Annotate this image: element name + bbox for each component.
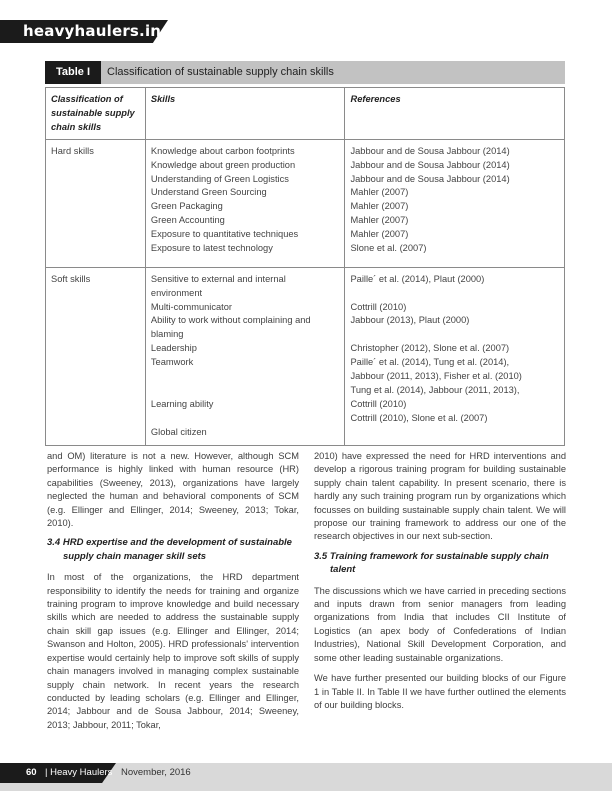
- skills-table: [45, 87, 565, 446]
- spacer: [151, 412, 340, 426]
- left-text-column: [47, 450, 299, 739]
- right-intro-paragraph: 2010) have expressed the need for HRD interventions and develop a rigorous training program for building sustainable supply chain talent capability. In present scenario, there is hardly any such training program run by organizations which focusses on building sustainable supply chain talent. We will propose our training framework to address our one of the research objectives in our next sub-section.: [314, 451, 566, 542]
- skill-item: Understand Green Sourcing: [150, 187, 267, 198]
- section-heading-3-4: [47, 536, 299, 563]
- skill-item: environment: [150, 287, 203, 298]
- left-body-paragraph: In most of the organizations, the HRD department responsibility to identify the needs for training and organize training program to improve knowledge and build necessary skills which are needed to address the sustainable supply chain skill gap issues (e.g. Ellinger and Ellinger, 2014; Swanson and Holton, 2005). HRD professionals' intervention expertise would certainly help to improve soft skills of supply chain managers involved in managing complex sustainable supply chain network. In recent years the research conducted by leading scholars (e.g. Ellinger and Ellinger, 2014; Jabbour and de Sousa Jabbour, 2014; Sweeney, 2013; Jabbour, 2011; Tokar,: [47, 572, 299, 730]
- spacer: [350, 328, 559, 342]
- reference-item: Paille´ et al. (2014), Plaut (2000): [350, 273, 485, 284]
- soft-skills-list: [145, 267, 345, 445]
- section-heading-line: 3.4 HRD expertise and the development of sustainable: [47, 537, 292, 549]
- issue-date: November, 2016: [121, 767, 191, 778]
- skill-item: Exposure to latest technology: [150, 243, 273, 254]
- skill-item: Knowledge about carbon footprints: [150, 145, 295, 156]
- table-label: Table I: [45, 61, 101, 84]
- reference-item: Mahler (2007): [350, 215, 409, 226]
- brand-logo-text: heavyhaulers.in: [23, 22, 162, 40]
- right-paragraph-2: We have further presented our building blocks of our Figure 1 in Table II. In Table II we have further outlined the elements of our building blocks.: [314, 673, 566, 710]
- table-row-soft-skills: [46, 267, 565, 445]
- table-title-bar: [45, 61, 565, 84]
- skill-item: Green Accounting: [150, 215, 225, 226]
- reference-item: Mahler (2007): [350, 187, 409, 198]
- reference-item: Tung et al. (2014), Jabbour (2011, 2013),: [350, 384, 520, 395]
- reference-item: Christopher (2012), Slone et al. (2007): [350, 343, 510, 354]
- skill-item: blaming: [150, 329, 184, 340]
- reference-item: Mahler (2007): [350, 229, 409, 240]
- reference-item: Slone et al. (2007): [350, 243, 427, 254]
- reference-item: Jabbour (2011, 2013), Fisher et al. (2010): [350, 371, 522, 382]
- skill-item: Global citizen: [150, 426, 207, 437]
- table-header-row: [46, 88, 565, 140]
- reference-item: Jabbour and de Sousa Jabbour (2014): [350, 159, 510, 170]
- section-heading-line: supply chain manager skill sets: [63, 550, 207, 562]
- spacer: [151, 384, 340, 398]
- header-skills: Skills: [145, 88, 345, 140]
- header-references: References: [345, 88, 565, 140]
- page-number: 60: [26, 767, 37, 778]
- skill-item: Leadership: [150, 343, 197, 354]
- reference-item: Jabbour (2013), Plaut (2000): [350, 315, 470, 326]
- reference-item: Cottrill (2010): [350, 301, 407, 312]
- hard-skills-category: Hard skills: [46, 139, 146, 267]
- soft-skills-references: [345, 267, 565, 445]
- left-intro-paragraph: and OM) literature is not a new. However, although SCM performance is highly linked with human resource (HR) capabilities (Sweeney, 2013), organizations have largely neglected the human and behavioral components of SCM (e.g. Ellinger and Ellinger, 2014; Sweeney, 2013; Tokar, 2010).: [47, 451, 299, 529]
- skill-item: Multi-communicator: [150, 301, 233, 312]
- reference-item: Mahler (2007): [350, 201, 409, 212]
- header-classification: Classification of sustainable supply chain skills: [46, 88, 146, 140]
- magazine-name: | Heavy Haulers: [45, 767, 113, 778]
- skill-item: Teamwork: [150, 357, 194, 368]
- skill-item: Exposure to quantitative techniques: [150, 229, 299, 240]
- reference-item: Jabbour and de Sousa Jabbour (2014): [350, 145, 510, 156]
- right-text-column: [314, 450, 566, 719]
- table-row-hard-skills: [46, 139, 565, 267]
- hard-skills-references: [345, 139, 565, 267]
- right-paragraph-1: The discussions which we have carried in preceding sections and inputs drawn from senior managers from leading organizations from India that includes CII Institute of Logistics (an apex body of Confederations of Indian Industries), National Skill Development Corporation, and some other leading sustainable organizations.: [314, 585, 566, 663]
- reference-item: Paille´ et al. (2014), Tung et al. (2014),: [350, 357, 510, 368]
- spacer: [350, 287, 559, 301]
- table-caption: Classification of sustainable supply chain skills: [107, 66, 334, 78]
- skill-item: Knowledge about green production: [150, 159, 296, 170]
- reference-item: Cottrill (2010), Slone et al. (2007): [350, 412, 488, 423]
- spacer: [151, 370, 340, 384]
- section-heading-line: 3.5 Training framework for sustainable supply chain: [314, 550, 549, 562]
- reference-item: Cottrill (2010): [350, 398, 407, 409]
- skill-item: Understanding of Green Logistics: [150, 173, 289, 184]
- skill-item: Green Packaging: [150, 201, 223, 212]
- section-heading-3-5: [314, 550, 566, 577]
- skill-item: Learning ability: [150, 398, 214, 409]
- section-heading-line: talent: [330, 564, 356, 576]
- skill-item: Ability to work without complaining and: [150, 315, 311, 326]
- soft-skills-category: Soft skills: [46, 267, 146, 445]
- reference-item: Jabbour and de Sousa Jabbour (2014): [350, 173, 510, 184]
- hard-skills-list: [145, 139, 345, 267]
- skill-item: Sensitive to external and internal: [150, 273, 286, 284]
